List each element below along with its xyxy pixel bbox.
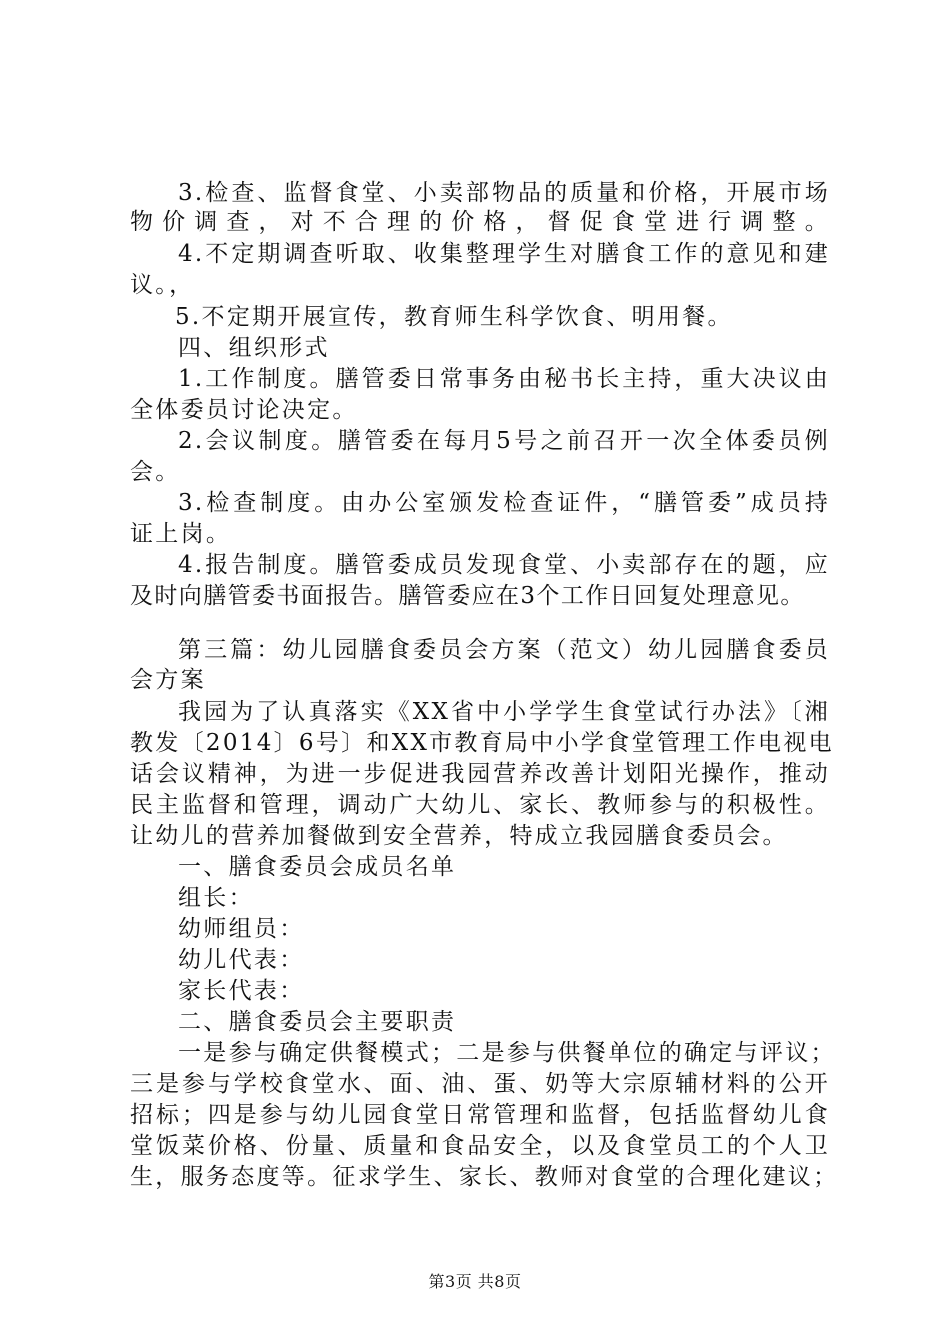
section-heading: 一、膳食委员会成员名单 [178, 854, 457, 880]
section-heading: 四、组织形式 [178, 335, 330, 361]
list-item: 幼师组员： [178, 916, 305, 942]
text-line: 5.不定期开展宣传，教育师生科学饮食、明用餐。 [175, 304, 733, 330]
list-item: 组长： [178, 885, 254, 911]
text-line: 我园为了认真落实《XX省中小学学生食堂试行办法》〔湘 [178, 699, 830, 725]
text-line: 1.工作制度。膳管委日常事务由秘书长主持，重大决议由 [178, 366, 830, 392]
chapter-title: 第三篇：幼儿园膳食委员会方案（范文）幼儿园膳食委员 [178, 637, 830, 663]
text-line: 3.检查、监督食堂、小卖部物品的质量和价格，开展市场 [178, 180, 830, 206]
text-line: 话会议精神，为进一步促进我园营养改善计划阳光操作，推动 [130, 761, 830, 787]
text-line: 3.检查制度。由办公室颁发检查证件，“膳管委”成员持 [178, 490, 830, 516]
text-line: 2.会议制度。膳管委在每月5号之前召开一次全体委员例 [178, 428, 830, 454]
text-line: 会。 [130, 459, 181, 485]
section-heading: 二、膳食委员会主要职责 [178, 1009, 457, 1035]
text-line: 招标；四是参与幼儿园食堂日常管理和监督，包括监督幼儿食 [130, 1102, 830, 1128]
text-line: 教发〔2014〕6号〕和XX市教育局中小学食堂管理工作电视电 [130, 730, 834, 756]
text-line: 生，服务态度等。征求学生、家长、教师对食堂的合理化建议； [130, 1164, 839, 1190]
chapter-title-cont: 会方案 [130, 667, 206, 693]
text-line: 民主监督和管理，调动广大幼儿、家长、教师参与的积极性。 [130, 792, 830, 818]
text-line: 物价调查，对不合理的价格，督促食堂进行调整。 [130, 209, 830, 235]
text-line: 一是参与确定供餐模式；二是参与供餐单位的确定与评议； [178, 1040, 836, 1066]
text-line: 三是参与学校食堂水、面、油、蛋、奶等大宗原辅材料的公开 [130, 1071, 830, 1097]
list-item: 幼儿代表： [178, 947, 305, 973]
text-line: 堂饭菜价格、份量、质量和食品安全，以及食堂员工的个人卫 [130, 1133, 830, 1159]
text-line: 4.不定期调查听取、收集整理学生对膳食工作的意见和建 [178, 241, 830, 267]
page-number-footer: 第3页 共8页 [428, 1272, 522, 1291]
text-line: 议。， [130, 272, 195, 298]
text-line: 让幼儿的营养加餐做到安全营养，特成立我园膳食委员会。 [130, 823, 788, 849]
text-line: 及时向膳管委书面报告。膳管委应在3个工作日回复处理意见。 [130, 583, 805, 609]
list-item: 家长代表： [178, 978, 305, 1004]
text-line: 4.报告制度。膳管委成员发现食堂、小卖部存在的题，应 [178, 552, 830, 578]
text-line: 全体委员讨论决定。 [130, 397, 358, 423]
text-line: 证上岗。 [130, 521, 232, 547]
